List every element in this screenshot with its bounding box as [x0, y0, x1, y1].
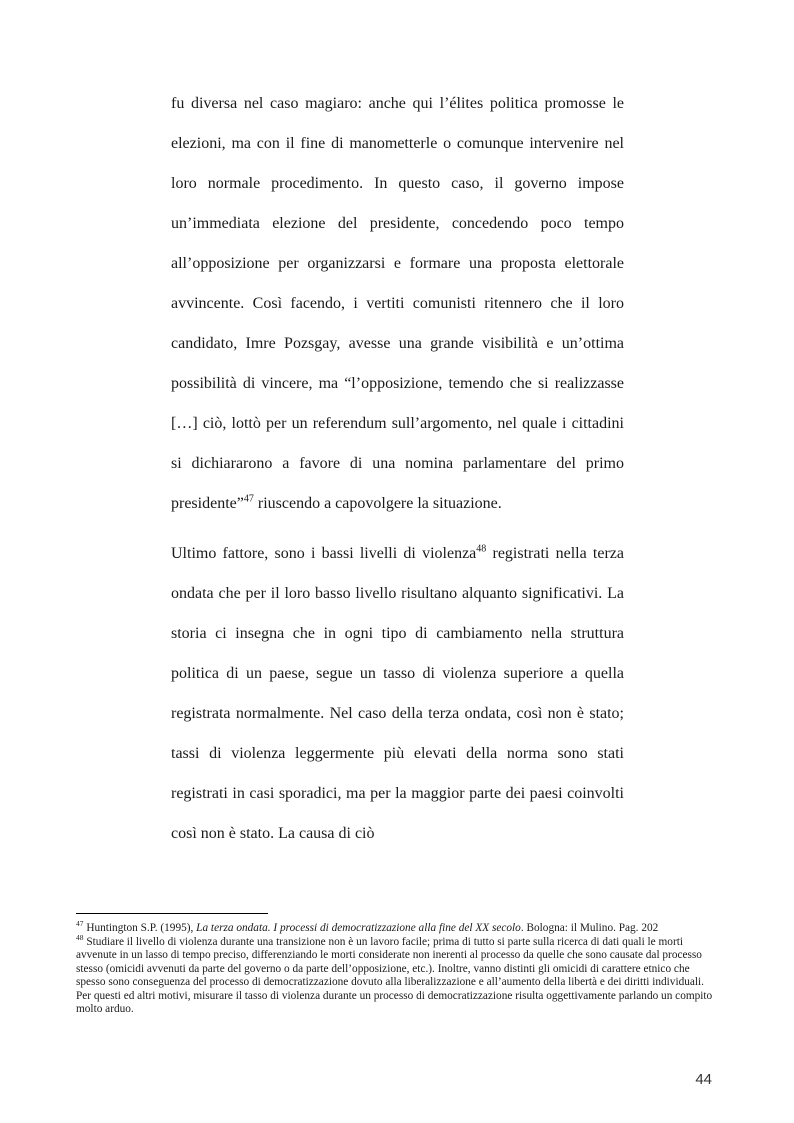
- page-number: 44: [695, 1071, 712, 1088]
- footnotes: [76, 919, 721, 1017]
- paragraph-text: fu diversa nel caso magiaro: anche qui l’élites politica promosse le elezioni, ma con il fine di manometterle o comunque intervenire nel loro normale procedimento. In questo caso, il governo impose un’immediata elezione del presidente, concedendo poco tempo all’opposizione per organizzarsi e formare una proposta elettorale avvincente. Così facendo, i vertiti comunisti ritennero che il loro candidato, Imre Pozsgay, avesse una grande visibilità e un’ottima possibilità di vincere, ma “l’opposizione, temendo che si realizzasse […] ciò, lottò per un referendum sull’argomento, nel quale i cittadini si dichiararono a favore di una nomina parlamentare del primo presidente”: [171, 95, 624, 512]
- footnote: [76, 932, 721, 1017]
- paragraph-text: riuscendo a capovolgere la situazione.: [253, 495, 502, 512]
- footnote-reference: 48: [476, 543, 487, 555]
- paragraph: [171, 84, 624, 524]
- footnote-reference: 47: [243, 493, 254, 505]
- footnote-text: Huntington S.P. (1995),: [83, 922, 197, 934]
- footnote-text: . Bologna: il Mulino. Pag. 202: [520, 922, 659, 934]
- paragraph-text: registrati nella terza ondata che per il loro basso livello risultano alquanto significativi. La storia ci insegna che in ogni tipo di cambiamento nella struttura politica di un paese, segue un tasso di violenza superiore a quella registrata normalmente. Nel caso della terza ondata, così non è stato; tassi di violenza leggermente più elevati della norma sono stati registrati in casi sporadici, ma per la maggior parte dei paesi coinvolti così non è stato. La causa di ciò: [171, 545, 624, 842]
- footnote-text: Studiare il livello di violenza durante una transizione non è un lavoro facile; prima di tutto si parte sulla ricerca di dati quali le morti avvenute in un lasso di tempo preciso, differenziando le morti considerate non inerenti al processo da quelle che sono causate dal processo stesso (omicidi avvenuti da parte del governo o da parte dell’opposizione, etc.). Inoltre, vanno distinti gli omicidi di carattere etnico che spesso sono conseguenza del processo di democratizzazione dovuto alla liberalizzazione e all’aumento della libertà e dei diritti individuali. Per questi ed altri motivi, misurare il tasso di violenza durante un processo di democratizzazione risulta oggettivamente parlando un compito molto arduo.: [76, 935, 713, 1015]
- paragraph: [171, 534, 624, 854]
- footnote-number: 48: [76, 932, 84, 942]
- body-text: [171, 84, 624, 854]
- paragraph-text: Ultimo fattore, sono i bassi livelli di violenza: [171, 545, 477, 562]
- footnote-number: 47: [76, 919, 84, 929]
- footnote-title: La terza ondata. I processi di democratizzazione alla fine del XX secolo: [196, 922, 521, 934]
- footnote: [76, 919, 721, 936]
- footnote-separator: [76, 913, 268, 914]
